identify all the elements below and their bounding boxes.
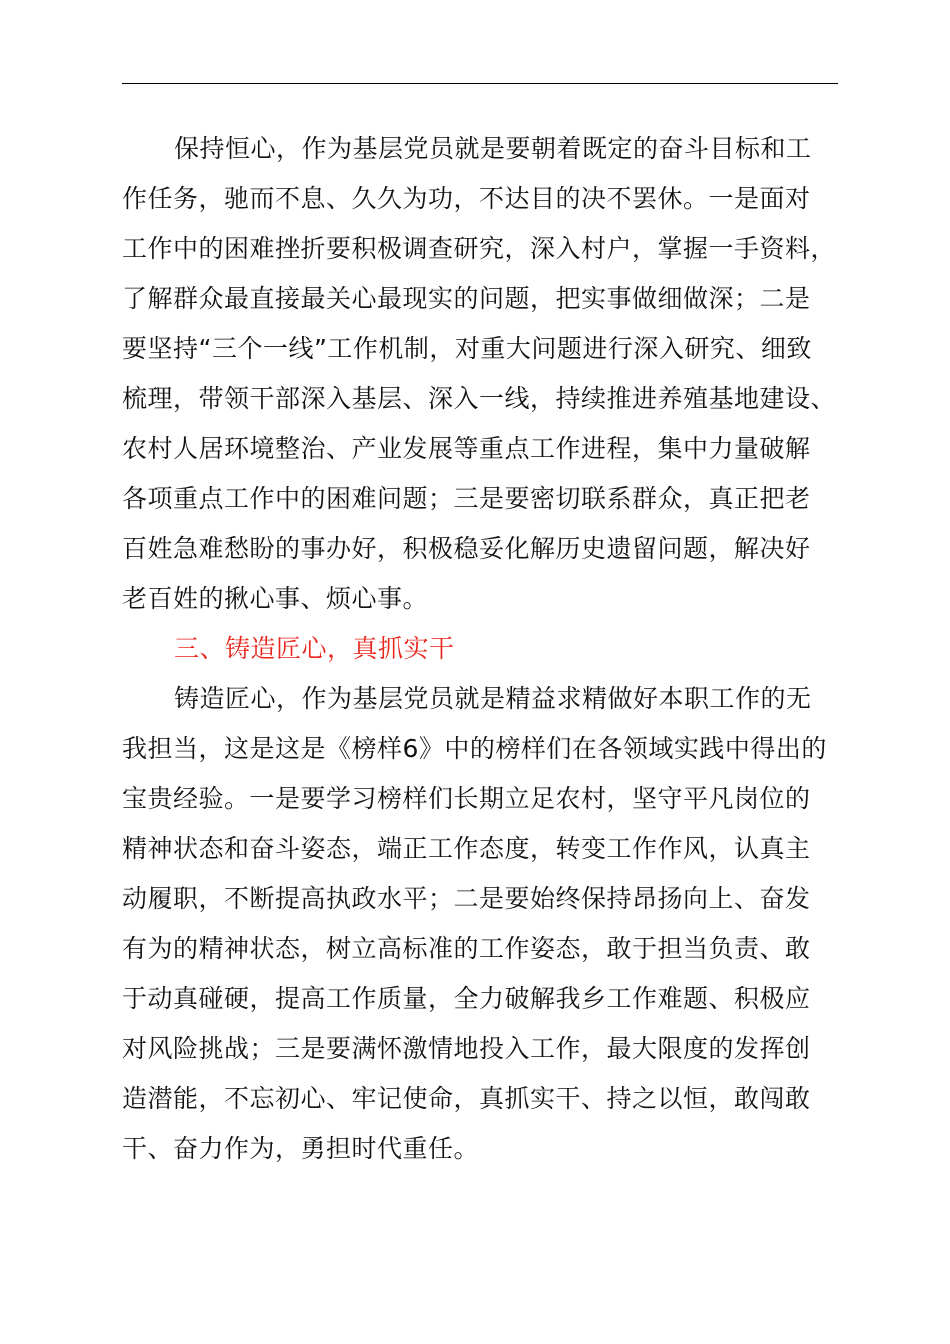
paragraph-line: 百姓急难愁盼的事办好，积极稳妥化解历史遗留问题，解决好 [122, 534, 811, 563]
paragraph-line: 精神状态和奋斗姿态，端正工作态度，转变工作作风，认真主 [122, 834, 811, 863]
paragraph-line: 有为的精神状态，树立高标准的工作姿态，敢于担当负责、敢 [122, 934, 811, 963]
paragraph-line: 铸造匠心，作为基层党员就是精益求精做好本职工作的无 [174, 684, 812, 713]
paragraph-persistence [122, 124, 838, 624]
paragraph-line: 农村人居环境整治、产业发展等重点工作进程，集中力量破解 [122, 434, 811, 463]
paragraph-line: 梳理，带领干部深入基层、深入一线，持续推进养殖基地建设、 [122, 384, 837, 413]
paragraph-line: 保持恒心，作为基层党员就是要朝着既定的奋斗目标和工 [174, 134, 812, 163]
paragraph-line: 我担当，这是这是《榜样6》中的榜样们在各领域实践中得出的 [122, 734, 827, 763]
paragraph-line: 要坚持“三个一线”工作机制，对重大问题进行深入研究、细致 [122, 334, 812, 363]
paragraph-line: 了解群众最直接最关心最现实的问题，把实事做细做深；二是 [122, 284, 811, 313]
document-body [122, 124, 838, 1174]
paragraph-line: 工作中的困难挫折要积极调查研究，深入村户，掌握一手资料， [122, 234, 837, 263]
paragraph-line: 动履职，不断提高执政水平；二是要始终保持昂扬向上、奋发 [122, 884, 811, 913]
paragraph-craftsmanship [122, 674, 838, 1174]
paragraph-line: 对风险挑战；三是要满怀激情地投入工作，最大限度的发挥创 [122, 1034, 811, 1063]
header-rule [122, 83, 838, 84]
section-heading-3: 三、铸造匠心，真抓实干 [174, 634, 455, 663]
paragraph-line: 老百姓的揪心事、烦心事。 [122, 584, 429, 613]
paragraph-line: 各项重点工作中的困难问题；三是要密切联系群众，真正把老 [122, 484, 811, 513]
paragraph-line: 干、奋力作为，勇担时代重任。 [122, 1134, 480, 1163]
paragraph-line: 造潜能，不忘初心、牢记使命，真抓实干、持之以恒，敢闯敢 [122, 1084, 811, 1113]
paragraph-line: 宝贵经验。一是要学习榜样们长期立足农村，坚守平凡岗位的 [122, 784, 811, 813]
paragraph-line: 于动真碰硬，提高工作质量，全力破解我乡工作难题、积极应 [122, 984, 811, 1013]
paragraph-line: 作任务，驰而不息、久久为功，不达目的决不罢休。一是面对 [122, 184, 811, 213]
